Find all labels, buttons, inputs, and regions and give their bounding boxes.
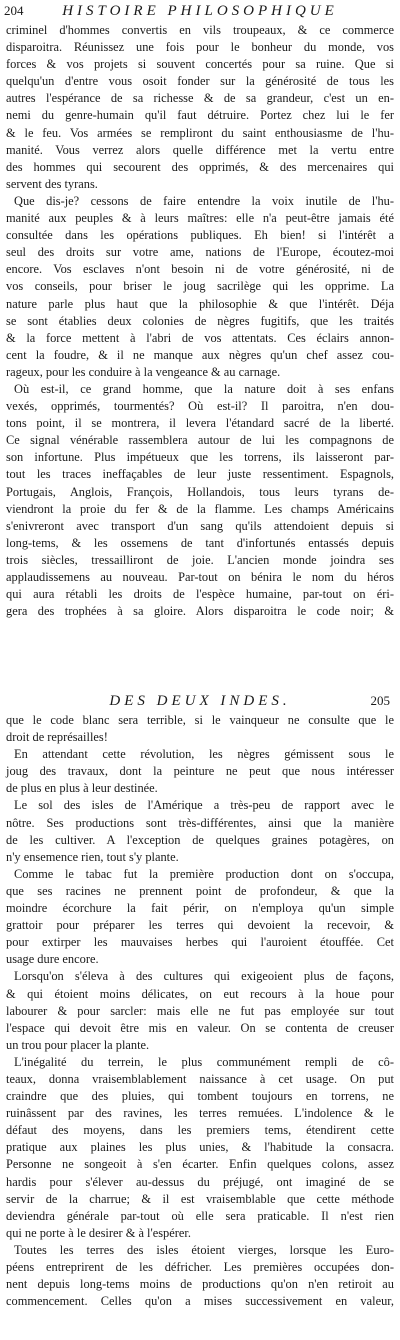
text-line: joug des travaux, dont la peinture ne peut que nous intéresser: [6, 764, 394, 779]
text-line: encore. Vos esclaves n'ont besoin ni de votre générosité, ni de: [6, 262, 394, 277]
page-205: [0, 690, 400, 1340]
text-line: Que dis-je? cessons de faire entendre la voix inutile de l'hu-: [14, 193, 394, 208]
text-line: deviendra générale par-tout où elle sera praticable. Il n'est rien: [6, 1208, 394, 1223]
text-line: consultée dans les opérations publiques. Eh bien! si l'intérêt a: [6, 228, 394, 243]
text-line: Personne ne songeoit à s'en écarter. Enfin quelques colons, assez: [6, 1157, 394, 1172]
text-line: Lorsqu'on s'éleva à des cultures qui exigeoient plus de façons,: [14, 969, 394, 984]
text-line: que ses racines ne prennent point de profondeur, & que la: [6, 883, 394, 898]
text-line: L'inégalité du terrein, le plus communément rempli de cô-: [14, 1054, 394, 1069]
text-line: manité aux peuples & à leurs maîtres: elle n'a peut-être jamais été: [6, 211, 394, 226]
page-204: [0, 0, 400, 658]
text-line: Portugais, Anglois, François, Hollandois, tous leurs tyrans de-: [6, 484, 394, 499]
text-line: que le code blanc sera terrible, si le vainqueur ne consulte que le: [6, 713, 394, 727]
text-line: servent des tyrans.: [6, 176, 98, 191]
text-line: labourer & pour sarcler: mais elle ne fut pas employée sur tout: [6, 1003, 394, 1018]
text-line: défaut des moyens, dans les premiers tems, étendirent cette: [6, 1123, 394, 1138]
text-line: gera des trophées à sa gloire. Alors disparoitra le code noir; &: [6, 604, 394, 619]
text-line: Toutes les terres des isles étoient vierges, lorsque les Euro-: [14, 1242, 394, 1257]
text-line: nature parle plus haut que la philosophie & que l'intérêt. Déja: [6, 296, 394, 311]
running-head-title: DES DEUX INDES.: [109, 693, 291, 709]
running-head: [0, 0, 400, 22]
text-line: nent depuis long-tems moins de productions qu'on n'en retiroit au: [6, 1277, 394, 1292]
text-line: & la force mettent à l'abri de vos attentats. Ces éclairs annon-: [6, 330, 394, 345]
text-line: de les cultiver. A l'exception de quelques graines potagères, on: [6, 832, 394, 847]
text-line: vos conseils, pour briser le joug sacrilège qui les opprime. La: [6, 279, 394, 294]
text-line: En attendant cette révolution, les nègres gémissent sous le: [14, 747, 394, 762]
text-line: ruinâssent par des ravines, les terres remuées. L'indolence & le: [6, 1106, 394, 1121]
text-line: seul des droits sur votre ame, nations de l'Europe, écoutez-moi: [6, 245, 394, 260]
text-line: hardis pour s'élever au-dessus du préjugé, ont imaginé de se: [6, 1174, 394, 1189]
text-line: teaux, donna vraisemblablement naissance à cet usage. On put: [6, 1071, 394, 1086]
text-line: trois siècles, tressailliront de joie. L'ancien monde joindra ses: [6, 552, 394, 567]
text-line: long-tems, & les ossemens de tant d'infortunés entassés depuis: [6, 535, 394, 550]
text-line: criminel d'hommes convertis en vils troupeaux, & ce commerce: [6, 23, 394, 37]
text-line: qui ne porte à le desirer & à l'espérer.: [6, 1225, 191, 1240]
text-line: de plus en plus à leur destinée.: [6, 781, 158, 796]
text-line: Ce signal vénérable rassemblera autour de lui les compagnons de: [6, 433, 394, 448]
text-line: nemi du genre-humain qu'il faut détruire. Portez chez lui le fer: [6, 108, 394, 123]
text-line: manité. Vous verrez alors quelle différence met la vertu entre: [6, 142, 394, 157]
text-line: Où est-il, ce grand homme, que la nature doit à ses enfans: [14, 381, 394, 396]
text-line: pour extirper les mauvaises herbes qui l'auroient étouffée. Cet: [6, 935, 394, 950]
text-line: l'espace qui devoit être mis en valeur. On se contenta de creuser: [6, 1020, 394, 1035]
text-line: droit de représailles!: [6, 730, 108, 745]
text-line: se sont établies deux colonies de nègres fugitifs, que les traités: [6, 313, 394, 328]
text-line: applaudissemens au nouveau. Par-tout on bénira le nom du héros: [6, 570, 394, 584]
text-line: craindre que des pluies, qui tombent toujours en torrens, ne: [6, 1089, 394, 1104]
text-line: rageux, pour les conduire à la vengeance & au carnage.: [6, 364, 281, 379]
page-number: 204: [4, 3, 24, 18]
text-line: viendront la proie du fer & de la flamme. Les champs Américains: [6, 501, 394, 516]
text-line: tons point, il se montrera, il levera l'étandard sacré de la liberté.: [6, 416, 394, 431]
text-line: tout les traces ineffaçables de leur juste ressentiment. Espagnols,: [6, 467, 394, 482]
text-line: quelqu'un d'entre vous osoit fonder sur la générosité de tous les: [6, 74, 394, 89]
text-line: moindre écorchure la fait périr, on n'employa qu'un simple: [6, 901, 394, 916]
text-line: son infortune. Plus impétueux que les torrens, ils laisseront par-: [6, 450, 394, 465]
text-line: Le sol des isles de l'Amérique a très-peu de rapport avec le: [14, 798, 394, 813]
text-line: grattoir pour préparer les terres qui devoient la recevoir, &: [6, 918, 394, 933]
text-line: & le feu. Vos armées se rempliront du saint enthousiasme de l'hu-: [6, 125, 394, 140]
page-number: 205: [370, 693, 390, 708]
text-line: des hommes qui secourent des opprimés, & des mercenaires qui: [6, 159, 394, 174]
text-line: & qui étoient moins délicates, on eut recours à la houe pour: [6, 986, 394, 1001]
text-line: vexés, opprimés, tourmentés? Où est-il? Il paroitra, n'en dou-: [6, 399, 394, 414]
body-text: [0, 22, 400, 620]
text-line: s'enivreront avec transport d'un sang qu'ils attendoient depuis si: [6, 518, 394, 533]
text-line: nôtre. Ses productions sont très-différentes, ainsi que la manière: [6, 815, 394, 830]
text-line: servir de la charrue; & il est vraisemblable que cette méthode: [6, 1191, 394, 1206]
text-line: qui aura rétabli les droits de l'espèce humaine, par-tout on éri-: [6, 587, 394, 602]
text-line: péens entreprirent de les défricher. Les premières occupées don-: [6, 1260, 394, 1274]
text-line: un trou pour placer la plante.: [6, 1037, 150, 1052]
text-line: Comme le tabac fut la première production dont on s'occupa,: [14, 866, 394, 881]
text-line: usage dure encore.: [6, 952, 99, 967]
body-text: [0, 712, 400, 1310]
text-line: n'y ensemence rien, tout s'y plante.: [6, 849, 179, 864]
text-line: cent la foudre, & il ne manque aux nègres qu'un chef assez cou-: [6, 347, 394, 362]
running-head-title: HISTOIRE PHILOSOPHIQUE: [62, 3, 338, 19]
running-head: [0, 690, 400, 712]
text-line: forces & vos projets si souvent concertés pour sa ruine. Que si: [6, 57, 394, 72]
text-line: commencement. Celles qu'on a mises successivement en valeur,: [6, 1294, 394, 1309]
text-line: disparoitra. Réunissez une fois pour le bonheur du monde, vos: [6, 40, 394, 55]
text-line: pratique aux plaines les plus unies, & l'habitude la consacra.: [6, 1140, 394, 1155]
text-line: autres l'espérance de sa richesse & de sa grandeur, c'est un en-: [6, 91, 394, 106]
